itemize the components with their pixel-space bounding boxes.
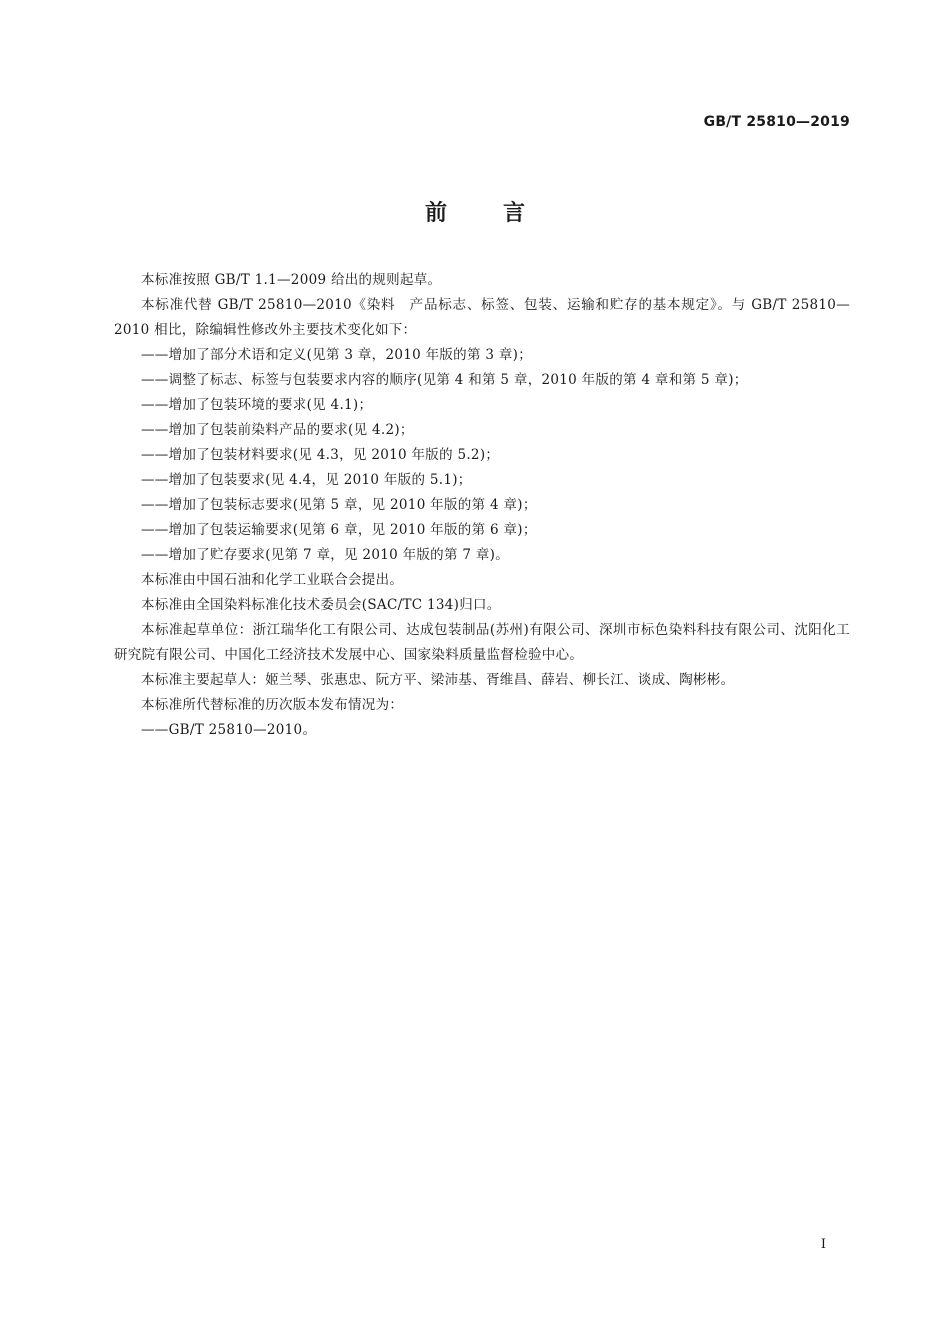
change-item: ——增加了包装要求(见 4.4，见 2010 年版的 5.1)；	[141, 472, 472, 488]
change-item: ——增加了部分术语和定义(见第 3 章，2010 年版的第 3 章)；	[141, 347, 533, 363]
change-item: ——增加了包装环境的要求(见 4.1)；	[141, 397, 373, 413]
paragraph-drafters: 本标准主要起草人：姬兰琴、张惠忠、阮方平、梁沛基、胥维昌、薛岩、柳长江、谈成、陶彬彬。	[141, 672, 735, 688]
paragraph-replacement: 本标准代替 GB/T 25810—2010《染料 产品标志、标签、包装、运输和贮存的基本规定》。与 GB/T 25810—2010 相比，除编辑性修改外主要技术变化如下：	[114, 297, 850, 338]
paragraph-proposer: 本标准由中国石油和化学工业联合会提出。	[141, 572, 404, 588]
standard-code: GB/T 25810—2019	[703, 114, 850, 130]
change-item: ——增加了包装运输要求(见第 6 章，见 2010 年版的第 6 章)；	[141, 522, 537, 538]
paragraph-drafting-rules: 本标准按照 GB/T 1.1—2009 给出的规则起草。	[141, 272, 442, 288]
paragraph-committee: 本标准由全国染料标准化技术委员会(SAC/TC 134)归口。	[141, 597, 501, 613]
change-item: ——增加了包装标志要求(见第 5 章，见 2010 年版的第 4 章)；	[141, 497, 537, 513]
change-item: ——增加了包装前染料产品的要求(见 4.2)；	[141, 422, 414, 438]
paragraph-history-intro: 本标准所代替标准的历次版本发布情况为：	[141, 697, 404, 713]
page-title: 前言	[424, 201, 581, 226]
history-item: ——GB/T 25810—2010。	[141, 722, 317, 738]
change-item: ——调整了标志、标签与包装要求内容的顺序(见第 4 和第 5 章，2010 年版的第 4 章和第 5 章)；	[141, 372, 748, 388]
change-item: ——增加了包装材料要求(见 4.3，见 2010 年版的 5.2)；	[141, 447, 500, 463]
foreword-body	[114, 268, 850, 743]
page-number: I	[820, 1237, 826, 1252]
change-item: ——增加了贮存要求(见第 7 章，见 2010 年版的第 7 章)。	[141, 547, 510, 563]
paragraph-drafting-units: 本标准起草单位：浙江瑞华化工有限公司、达成包装制品(苏州)有限公司、深圳市标色染料科技有限公司、沈阳化工研究院有限公司、中国化工经济技术发展中心、国家染料质量监督检验中心。	[114, 622, 850, 663]
